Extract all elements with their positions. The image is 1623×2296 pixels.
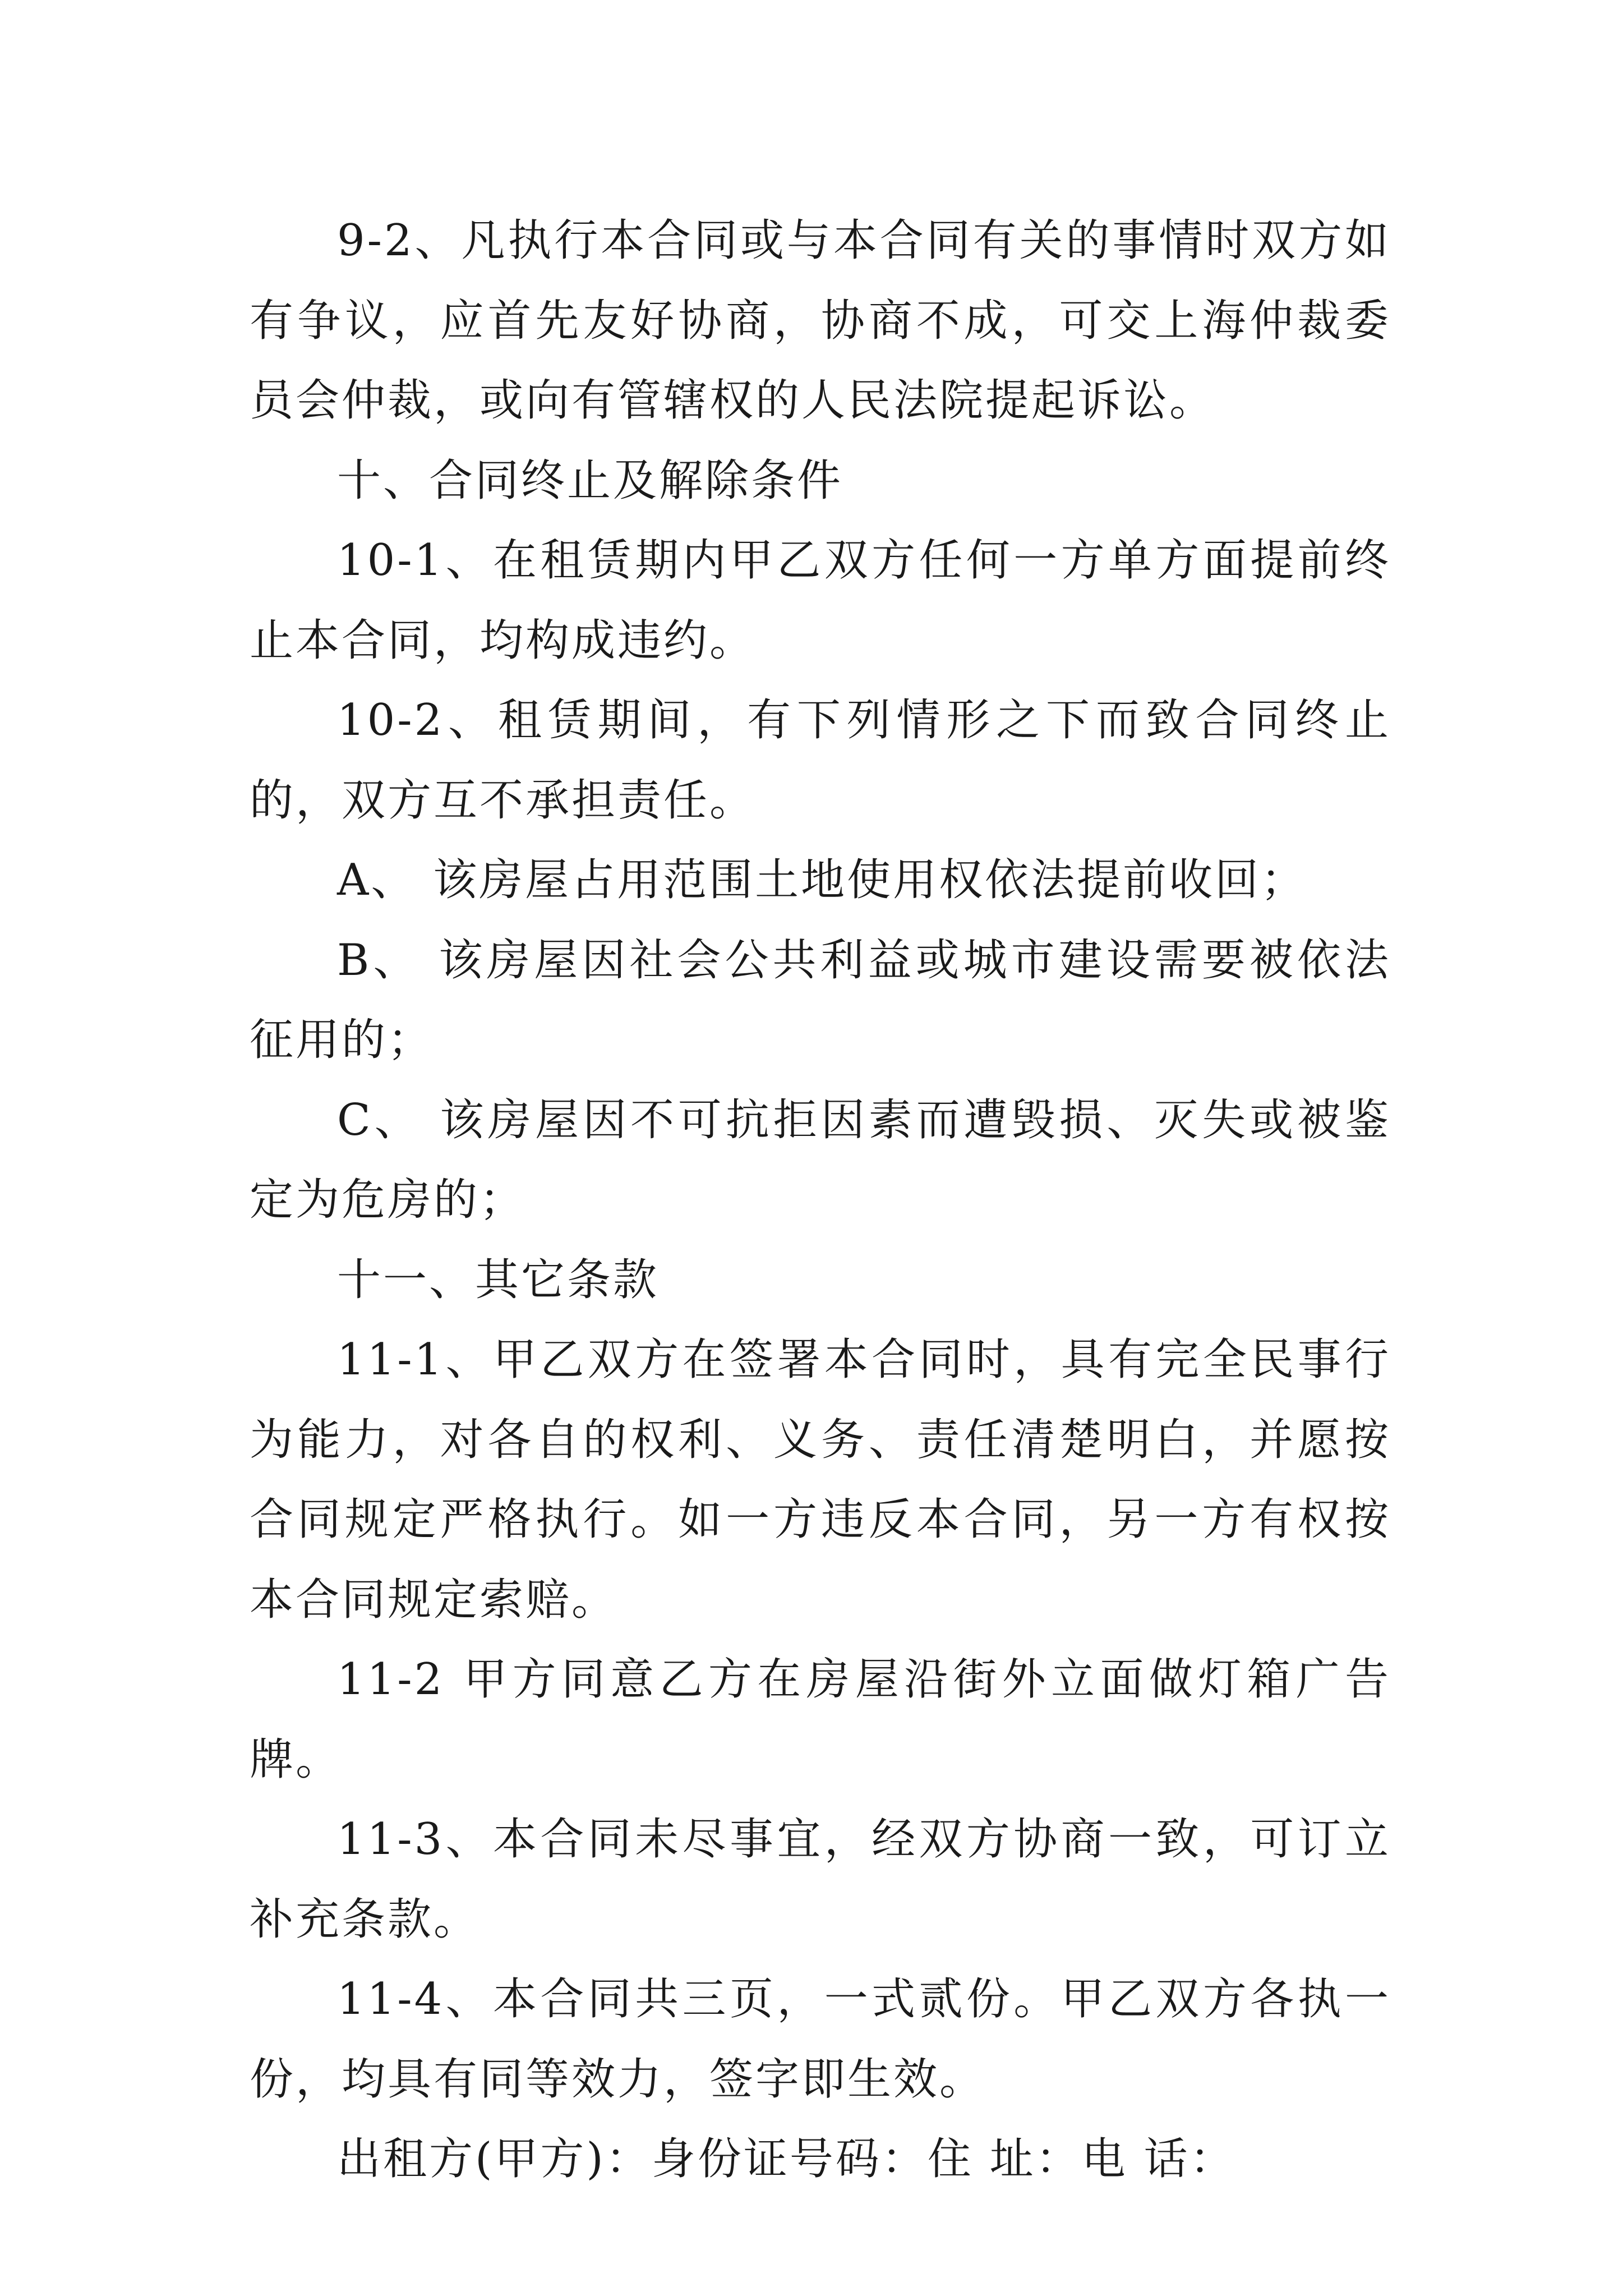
clause-11-3: 11-3、本合同未尽事宜，经双方协商一致，可订立补充条款。 <box>250 1814 1391 1945</box>
clause-10-2-c: C、 该房屋因不可抗拒因素而遭毁损、灭失或被鉴定为危房的； <box>250 1094 1391 1225</box>
clause-10-2-a: A、 该房屋占用范围土地使用权依法提前收回； <box>337 855 1307 905</box>
clause-10-2: 10-2、租赁期间，有下列情形之下而致合同终止的，双方互不承担责任。 <box>250 695 1391 826</box>
clause-11-2: 11-2 甲方同意乙方在房屋沿街外立面做灯箱广告牌。 <box>250 1654 1391 1785</box>
document-body <box>250 201 1391 2200</box>
clause-11-1: 11-1、甲乙双方在签署本合同时，具有完全民事行为能力，对各自的权利、义务、责任清楚明白，并愿按合同规定严格执行。如一方违反本合同，另一方有权按本合同规定索赔。 <box>250 1335 1391 1625</box>
section-heading-10: 十、合同终止及解除条件 <box>337 455 843 506</box>
clause-9-2: 9-2、凡执行本合同或与本合同有关的事情时双方如有争议，应首先友好协商，协商不成，可交上海仲裁委员会仲裁，或向有管辖权的人民法院提起诉讼。 <box>250 215 1391 426</box>
section-heading-11: 十一、其它条款 <box>337 1254 660 1305</box>
clause-10-1: 10-1、在租赁期内甲乙双方任何一方单方面提前终止本合同，均构成违约。 <box>250 535 1391 666</box>
clause-10-2-b: B、 该房屋因社会公共利益或城市建设需要被依法征用的； <box>250 935 1391 1065</box>
lessor-signature-line: 出租方(甲方)：身份证号码：住 址：电 话： <box>337 2134 1236 2184</box>
clause-11-4: 11-4、本合同共三页，一式贰份。甲乙双方各执一份，均具有同等效力，签字即生效。 <box>250 1974 1391 2105</box>
